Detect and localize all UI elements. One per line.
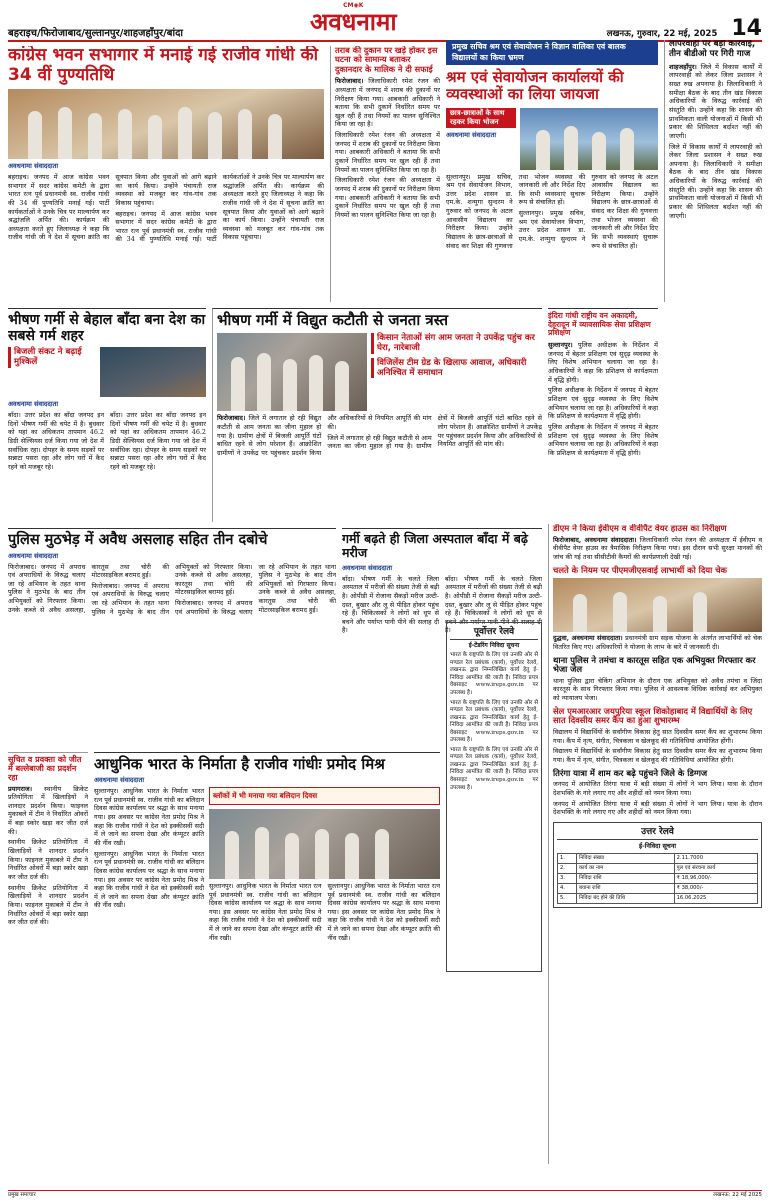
training-body [548, 341, 658, 457]
railway-notice [446, 622, 542, 972]
rajiv-story [94, 752, 440, 1162]
police-text-cont2: फिरोजाबाद। जनपद में अपराध एवं अपराधियों के विरुद्ध चलाए जा रहे अभियान के तहत थाना पुलिस ने मुठभेड़ के बाद तीन अभियुक्तों को गिरफ्तार किया। उनके कब्जे से अवैध असलहा, कारतूस तथा चोरी की मोटरसाइकिल बरामद हुई। [175, 562, 336, 616]
camp-text: विद्यालय में विद्यार्थियों के सर्वांगीण विकास हेतु सात दिवसीय समर कैंप का शुभारम्भ किया गया। कैंप में नृत्य, संगीत, चित्रकला व खेलकूद की गतिविधियां आयोजित होंगी। [553, 728, 762, 745]
tiranga-text-cont: जनपद में आयोजित तिरंगा यात्रा में बड़ी संख्या में लोगों ने भाग लिया। यात्रा के दौरान देशभक्ति के नारे लगाए गए और शहीदों को नमन किया गया। [553, 799, 762, 817]
rajiv-byline: अवधनामा संवाददाता [94, 776, 145, 785]
right-top-story [664, 40, 762, 302]
rajiv-quote: ब्लॉकों में भी मनाया गया बलिदान दिवस [209, 787, 440, 805]
police-text-cont: फिरोजाबाद। जनपद में अपराध एवं अपराधियों के विरुद्ध चलाए जा रहे अभियान के तहत थाना पुलिस ने मुठभेड़ के बाद तीन अभियुक्तों को गिरफ्तार किया। उनके कब्जे से अवैध असलहा, कारतूस तथा चोरी की मोटरसाइकिल बरामद हुई। [91, 562, 253, 616]
featured-text: सुल्तानपुर। प्रमुख सचिव, श्रम एवं सेवायोजन विभाग, उत्तर प्रदेश शासन डा. एम.के. शन्मुगा सुन्दरम ने गुरुवार को जनपद के अटल आवासीय विद्यालय का निरीक्षण किया। उन्होंने विद्यालय के छात्र-छात्राओं से संवाद कर शिक्षा की गुणवत्ता तथा भोजन व्यवस्था की जानकारी ली और निर्देश दिए कि सभी व्यवस्थाएं सुचारू रूप से संचालित हों। [446, 172, 586, 250]
arrest-body [553, 677, 762, 703]
cricket-text-cont2: स्थानीय क्रिकेट प्रतियोगिता में खिलाड़ियों ने शानदार प्रदर्शन किया। फाइनल मुकाबले में टीम ने निर्धारित ओवरों में बड़ा स्कोर खड़ा कर जीत दर्ज की। [8, 883, 88, 927]
tender-box [553, 822, 762, 908]
power-photo [217, 333, 367, 411]
tender-cell: 2.11.7000 [674, 853, 757, 863]
story-liquor-body [335, 77, 440, 219]
story-liquor-text: जिलाधिकारी रमेश रंजन की अध्यक्षता में जनपद में शराब की दुकानों पर निरीक्षण किया गया। आबकारी अधिकारी ने बताया कि सभी दुकानें निर्धारित समय पर खुल रही हैं तथा नियमों का पालन सुनिश्चित किया जा रहा है। [335, 77, 440, 129]
training-text-cont: पुलिस अधीक्षक के निर्देशन में जनपद में बेहतर प्रशिक्षण एवं सुदृढ़ व्यवस्था के लिए विशेष अभियान चलाया जा रहा है। अधिकारियों ने कहा कि प्रशिक्षण से कार्यक्षमता में वृद्धि होगी। [548, 386, 658, 421]
featured-photo [520, 108, 658, 170]
railway-subtitle: ई-टेंडरिंग निविदा सूचना [468, 642, 520, 650]
hospital-text-cont: बाँदा। भीषण गर्मी के चलते जिला अस्पताल में मरीजों की संख्या तेजी से बढ़ी है। ओपीडी में रोजाना सैकड़ों मरीज उल्टी-दस्त, बुखार और लू से पीड़ित होकर पहुंच रहे हैं। चिकित्सकों ने लोगों को धूप से बचने और पर्याप्त पानी पीने की सलाह दी है। [445, 574, 542, 635]
railway-body [450, 652, 538, 792]
right-top-body [669, 63, 762, 221]
police-headline: पुलिस मुठभेड़ में अवैध असलाह सहित तीन दबोचे [8, 532, 268, 548]
rajiv-text-cont3: सुल्तानपुर। आधुनिक भारत के निर्माता भारत रत्न पूर्व प्रधानमंत्री स्व. राजीव गांधी का बलिदान दिवस कांग्रेस कार्यालय पर श्रद्धा के साथ मनाया गया। इस अवसर पर कांग्रेस नेता प्रमोद मिश्र ने कहा कि राजीव गांधी ने देश को इक्कीसवीं सदी में ले जाने का सपना देखा और कंप्यूटर क्रांति की नींव रखी। [327, 881, 440, 942]
tender-cell: कार्य का नाम [577, 863, 675, 873]
story-liquor [330, 46, 440, 302]
tender-cell: 3. [558, 873, 577, 883]
cricket-headline: सूचित व प्रवक्ता को जीत में बल्लेबाजी का प्रदर्शन रहा [8, 755, 82, 783]
police-story [8, 528, 336, 750]
right-top-text-cont: जिले में विकास कार्यों में लापरवाही को लेकर जिला प्रशासन ने सख्त रुख अपनाया है। जिलाधिकारी ने समीक्षा बैठक के बाद तीन खंड विकास अधिकारियों के विरुद्ध कार्रवाई की संस्तुति की। उन्होंने कहा कि शासन की प्राथमिकता वाली योजनाओं में किसी भी प्रकार की शिथिलता बर्दाश्त नहीं की जाएगी। [669, 142, 762, 220]
tender-cell: निविदा राशि [577, 873, 675, 883]
lead-story [8, 46, 324, 302]
power-headline: भीषण गर्मी में विद्युत कटौती से जनता त्रस्त [217, 311, 449, 329]
police-byline: अवधनामा संवाददाता [8, 551, 59, 560]
masthead-title: अवधनामा [310, 8, 397, 37]
heat-text: बाँदा। उत्तर प्रदेश का बाँदा जनपद इन दिनों भीषण गर्मी की चपेट में है। बुधवार को यहां का अधिकतम तापमान 46.2 डिग्री सेल्सियस दर्ज किया गया जो देश में सर्वाधिक रहा। दोपहर के समय सड़कों पर सन्नाटा पसरा रहा और लोग घरों में कैद रहने को मजबूर रहे। [8, 411, 104, 471]
tiranga-text: जनपद में आयोजित तिरंगा यात्रा में बड़ी संख्या में लोगों ने भाग लिया। यात्रा के दौरान देशभक्ति के नारे लगाए गए और शहीदों को नमन किया गया। [553, 780, 762, 797]
training-headline: इंदिरा गांधी राष्ट्रीय वन अकादमी, देहरादून में व्यावसायिक सेवा प्रशिक्षण प्रशिक्षण [548, 311, 651, 338]
story-liquor-headline: तराब की दुकान पर खड़े होकर इस घटना को सामान्य बताकर दुकानदार के मालिक ने दी सफाई [335, 46, 438, 74]
railway-text-cont2: भारत के राष्ट्रपति के लिए एवं उनकी ओर से मण्डल रेल प्रबंधक (कार्य), पूर्वोत्तर रेलवे, लखनऊ द्वारा निम्नलिखित कार्य हेतु ई-निविदा आमंत्रित की जाती है। निविदा प्रपत्र वेबसाइट www.ireps.gov.in पर उपलब्ध है। [450, 746, 538, 791]
tiranga-headline: तिरंगा यात्रा में शाम कर बढ़े पहुंचने जिले के डिग्गज [553, 767, 708, 778]
tender-cell: निविदा बंद होने की तिथि [577, 893, 675, 903]
page-number: 14 [731, 16, 762, 41]
training-byline: सुल्तानपुर। [548, 341, 573, 350]
right-top-byline: शाहजहाँपुर। [669, 62, 697, 71]
cheque-text: प्रधानमंत्री ग्राम सड़क योजना के अंतर्गत लाभार्थियों को चेक वितरित किए गए। अधिकारियों ने योजना के लाभ के बारे में जानकारी दी। [553, 634, 762, 651]
evm-body [553, 536, 762, 562]
right-column [548, 524, 762, 1164]
featured-tag: छात्र-छात्राओं के साथ रहकर किया भोजन [446, 108, 516, 129]
tender-row [558, 863, 758, 873]
cricket-text-cont: स्थानीय क्रिकेट प्रतियोगिता में खिलाड़ियों ने शानदार प्रदर्शन किया। फाइनल मुकाबले में टीम ने निर्धारित ओवरों में बड़ा स्कोर खड़ा कर जीत दर्ज की। [8, 838, 88, 881]
cheque-photo [553, 578, 762, 632]
masthead [310, 2, 397, 37]
power-tag-1: किसान नेताओं संग आम जनता ने उपकेंद्र पहुंच कर घेरा, नारेबाजी [371, 333, 542, 353]
power-byline: फिरोजाबाद। [217, 414, 246, 423]
tender-row [558, 853, 758, 863]
lead-body [8, 173, 324, 244]
featured-banner: प्रमुख सचिव श्रम एवं सेवायोजन ने विज्ञान वालिका एवं बालक विद्यालयों का किया भ्रमण [446, 40, 658, 65]
rajiv-text-cont: सुल्तानपुर। आधुनिक भारत के निर्माता भारत रत्न पूर्व प्रधानमंत्री स्व. राजीव गांधी का बलिदान दिवस कांग्रेस कार्यालय पर श्रद्धा के साथ मनाया गया। इस अवसर पर कांग्रेस नेता प्रमोद मिश्र ने कहा कि राजीव गांधी ने देश को इक्कीसवीं सदी में ले जाने का सपना देखा और कंप्यूटर क्रांति की नींव रखी। [94, 849, 204, 910]
heat-kicker: बिजली संकट ने बढ़ाई मुश्किलें [8, 347, 96, 367]
rajiv-text-cont2: सुल्तानपुर। आधुनिक भारत के निर्माता भारत रत्न पूर्व प्रधानमंत्री स्व. राजीव गांधी का बलिदान दिवस कांग्रेस कार्यालय पर श्रद्धा के साथ मनाया गया। इस अवसर पर कांग्रेस नेता प्रमोद मिश्र ने कहा कि राजीव गांधी ने देश को इक्कीसवीं सदी में ले जाने का सपना देखा और कंप्यूटर क्रांति की नींव रखी। [209, 881, 322, 942]
cricket-body [8, 785, 88, 927]
heat-byline: अवधनामा संवाददाता [8, 400, 59, 409]
cheque-headline: चलते के नियम पर पीएमजीएसवाई लाभार्थी को दिया चेक [553, 564, 727, 575]
evm-text: जिलाधिकारी रमेश रंजन की अध्यक्षता में ईवीएम व वीवीपैट वेयर हाउस का त्रैमासिक निरीक्षण किया गया। इस दौरान सभी सुरक्षा मानकों की जांच की गई तथा सीसीटीवी कैमरों की कार्यप्रणाली देखी गई। [553, 535, 762, 561]
tender-cell: 2. [558, 863, 577, 873]
railway-text: भारत के राष्ट्रपति के लिए एवं उनकी ओर से मण्डल रेल प्रबंधक (कार्य), पूर्वोत्तर रेलवे, लखनऊ द्वारा निम्नलिखित कार्य हेतु ई-निविदा आमंत्रित की जाती है। निविदा प्रपत्र वेबसाइट www.ireps.gov.in पर उपलब्ध है। [450, 652, 538, 696]
police-text: फिरोजाबाद। जनपद में अपराध एवं अपराधियों के विरुद्ध चलाए जा रहे अभियान के तहत थाना पुलिस ने मुठभेड़ के बाद तीन अभियुक्तों को गिरफ्तार किया। उनके कब्जे से अवैध असलहा, कारतूस तथा चोरी की मोटरसाइकिल बरामद हुई। [8, 562, 169, 614]
heat-headline: भीषण गर्मी से बेहाल बाँदा बना देश का सबसे गर्म शहर [8, 312, 206, 345]
camp-text-cont: विद्यालय में विद्यार्थियों के सर्वांगीण विकास हेतु सात दिवसीय समर कैंप का शुभारम्भ किया गया। कैंप में नृत्य, संगीत, चित्रकला व खेलकूद की गतिविधियां आयोजित होंगी। [553, 747, 762, 764]
camp-headline: सेल एमआरआर जयपुरिया स्कूल शिकोहाबाद में विद्यार्थियों के लिए सात दिवसीय समर कैंप का हुआ शुभारम्भ [553, 705, 753, 726]
lead-photo [8, 89, 324, 159]
training-text-cont2: पुलिस अधीक्षक के निर्देशन में जनपद में बेहतर प्रशिक्षण एवं सुदृढ़ व्यवस्था के लिए विशेष अभियान चलाया जा रहा है। अधिकारियों ने कहा कि प्रशिक्षण से कार्यक्षमता में वृद्धि होगी। [548, 422, 658, 457]
cricket-byline: प्रयागराज। [8, 784, 33, 793]
rajiv-headline: आधुनिक भारत के निर्माता है राजीव गांधीः प्रमोद मिश्र [94, 755, 385, 773]
right-top-text: जिले में विकास कार्यों में लापरवाही को लेकर जिला प्रशासन ने सख्त रुख अपनाया है। जिलाधिकारी ने समीक्षा बैठक के बाद तीन खंड विकास अधिकारियों के विरुद्ध कार्रवाई की संस्तुति की। उन्होंने कहा कि शासन की प्राथमिकता वाली योजनाओं में किसी भी प्रकार की शिथिलता बर्दाश्त नहीं की जाएगी। [669, 62, 762, 140]
power-text-cont: जिले में लगातार हो रही विद्युत कटौती से आम जनता का जीना मुहाल हो गया है। ग्रामीण क्षेत्रों में बिजली आपूर्ति घंटों बाधित रहने से लोग परेशान हैं। आक्रोशित ग्रामीणों ने उपकेंद्र पर पहुंचकर प्रदर्शन किया और अधिकारियों से नियमित आपूर्ति की मांग की। [327, 414, 542, 451]
rajiv-text: सुल्तानपुर। आधुनिक भारत के निर्माता भारत रत्न पूर्व प्रधानमंत्री स्व. राजीव गांधी का बलिदान दिवस कांग्रेस कार्यालय पर श्रद्धा के साथ मनाया गया। इस अवसर पर कांग्रेस नेता प्रमोद मिश्र ने कहा कि राजीव गांधी ने देश को इक्कीसवीं सदी में ले जाने का सपना देखा और कंप्यूटर क्रांति की नींव रखी। [94, 787, 204, 847]
heat-text-cont: बाँदा। उत्तर प्रदेश का बाँदा जनपद इन दिनों भीषण गर्मी की चपेट में है। बुधवार को यहां का अधिकतम तापमान 46.2 डिग्री सेल्सियस दर्ज किया गया जो देश में सर्वाधिक रहा। दोपहर के समय सड़कों पर सन्नाटा पसरा रहा और लोग घरों में कैद रहने को मजबूर रहे। [110, 411, 206, 471]
tender-cell: बयाना राशि [577, 883, 675, 893]
tender-row [558, 893, 758, 903]
tender-cell: ₹ 18,96,000/- [674, 873, 757, 883]
cricket-text: स्थानीय क्रिकेट प्रतियोगिता में खिलाड़ियों ने शानदार प्रदर्शन किया। फाइनल मुकाबले में टीम ने निर्धारित ओवरों में बड़ा स्कोर खड़ा कर जीत दर्ज की। [8, 784, 88, 836]
tender-title: उत्तर रेलवे [557, 826, 758, 840]
featured-byline: अवधनामा संवाददाता [446, 131, 497, 140]
tender-subtitle: ई-निविदा सूचना [638, 841, 677, 850]
rajiv-body-left [94, 787, 204, 944]
page-footer [8, 1190, 762, 1198]
tender-cell: 16.06.2025 [674, 893, 757, 903]
tender-cell: 5. [558, 893, 577, 903]
power-text: जिले में लगातार हो रही विद्युत कटौती से आम जनता का जीना मुहाल हो गया है। ग्रामीण क्षेत्रों में बिजली आपूर्ति घंटों बाधित रहने से लोग परेशान हैं। आक्रोशित ग्रामीणों ने उपकेंद्र पर पहुंचकर प्रदर्शन किया और अधिकारियों से नियमित आपूर्ति की मांग की। [217, 414, 432, 457]
color-mark: CM◉K [343, 2, 364, 9]
story-liquor-text-cont: जिलाधिकारी रमेश रंजन की अध्यक्षता में जनपद में शराब की दुकानों पर निरीक्षण किया गया। आबकारी अधिकारी ने बताया कि सभी दुकानें निर्धारित समय पर खुल रही हैं तथा नियमों का पालन सुनिश्चित किया जा रहा है। [335, 131, 440, 174]
tender-cell: पुल एवं संरचना कार्य [674, 863, 757, 873]
tender-cell: ₹ 38,000/- [674, 883, 757, 893]
tender-table [557, 853, 758, 904]
railway-title: पूर्वोत्तर रेलवे [450, 626, 538, 640]
power-story [212, 308, 542, 522]
hospital-text: बाँदा। भीषण गर्मी के चलते जिला अस्पताल में मरीजों की संख्या तेजी से बढ़ी है। ओपीडी में रोजाना सैकड़ों मरीज उल्टी-दस्त, बुखार और लू से पीड़ित होकर पहुंच रहे हैं। चिकित्सकों ने लोगों को धूप से बचने और पर्याप्त पानी पीने की सलाह दी है। [342, 574, 439, 635]
tender-cell: 1. [558, 853, 577, 863]
arrest-headline: थाना पुलिस ने तमंचा व कारतूस सहित एक अभियुक्त गिरफ्तार कर भेजा जेल [553, 654, 756, 675]
story-liquor-text-cont2: जिलाधिकारी रमेश रंजन की अध्यक्षता में जनपद में शराब की दुकानों पर निरीक्षण किया गया। आबकारी अधिकारी ने बताया कि सभी दुकानें निर्धारित समय पर खुल रही हैं तथा नियमों का पालन सुनिश्चित किया जा रहा है। [335, 176, 440, 219]
tender-row [558, 883, 758, 893]
cheque-byline: दुद्धवा, अवधनामा संवाददाता। [553, 634, 623, 643]
footer-right: लखनऊ: 22 मई 2025 [713, 1192, 762, 1198]
tender-cell: 4. [558, 883, 577, 893]
heat-story [8, 308, 206, 522]
arrest-text: थाना पुलिस द्वारा चेकिंग अभियान के दौरान एक अभियुक्त को अवैध तमंचा व जिंदा कारतूस के साथ गिरफ्तार किया गया। पुलिस ने आवश्यक विधिक कार्रवाई कर अभियुक्त को न्यायालय भेजा। [553, 676, 762, 703]
power-tag-2: विजिलेंस टीम ग्रेड के खिलाफ आवाज, अधिकारी अनिश्चित में समाधान [371, 358, 542, 378]
story-liquor-byline: फिरोजाबाद। [335, 77, 364, 86]
rajiv-photo [209, 809, 440, 879]
lead-text: बहराइच। जनपद में आज कांग्रेस भवन सभागार में सदर कांग्रेस कमेटी के द्वारा भारत रत्न पूर्व प्रधानमंत्री स्व. राजीव गांधी की 34 वीं पुण्यतिथि मनाई गई। पार्टी कार्यकर्ताओं ने उनके चित्र पर माल्यार्पण कर श्रद्धांजलि अर्पित की। कार्यक्रम की अध्यक्षता करते हुए जिलाध्यक्ष ने कहा कि राजीव गांधी जी ने देश में सूचना क्रांति का सूत्रपात किया और युवाओं को आगे बढ़ाने का कार्य किया। उन्होंने पंचायती राज व्यवस्था को मजबूत कर गांव-गांव तक विकास पहुंचाया। [8, 172, 217, 242]
lead-headline: कांग्रेस भवन सभागार में मनाई गई राजीव गांधी की 34 वीं पुण्यतिथि [8, 46, 319, 85]
hospital-headline: गर्मी बढ़ते ही जिला अस्पताल बाँदा में बढ़े मरीज [342, 531, 528, 561]
dateline: लखनऊ, गुरुवार, 22 मई, 2025 [606, 28, 718, 39]
tiranga-body [553, 780, 762, 817]
lead-text-cont: बहराइच। जनपद में आज कांग्रेस भवन सभागार में सदर कांग्रेस कमेटी के द्वारा भारत रत्न पूर्व प्रधानमंत्री स्व. राजीव गांधी की 34 वीं पुण्यतिथि मनाई गई। पार्टी कार्यकर्ताओं ने उनके चित्र पर माल्यार्पण कर श्रद्धांजलि अर्पित की। कार्यक्रम की अध्यक्षता करते हुए जिलाध्यक्ष ने कहा कि राजीव गांधी जी ने देश में सूचना क्रांति का सूत्रपात किया और युवाओं को आगे बढ़ाने का कार्य किया। उन्होंने पंचायती राज व्यवस्था को मजबूत कर गांव-गांव तक विकास पहुंचाया। [115, 172, 324, 244]
cheque-body [553, 634, 762, 651]
training-story [548, 308, 658, 522]
right-top-headline: लापरवाही पर बड़ी कार्रवाई, तीन बीडीओ पर गिरी गाज [669, 40, 756, 59]
featured-text-cont: सुल्तानपुर। प्रमुख सचिव, श्रम एवं सेवायोजन विभाग, उत्तर प्रदेश शासन डा. एम.के. शन्मुगा सुन्दरम ने गुरुवार को जनपद के अटल आवासीय विद्यालय का निरीक्षण किया। उन्होंने विद्यालय के छात्र-छात्राओं से संवाद कर शिक्षा की गुणवत्ता तथा भोजन व्यवस्था की जानकारी ली और निर्देश दिए कि सभी व्यवस्थाएं सुचारू रूप से संचालित हों। [518, 172, 658, 250]
lead-byline: अवधनामा संवाददाता [8, 162, 59, 171]
footer-left: प्रमुख समाचार [8, 1192, 36, 1198]
heat-photo [100, 347, 206, 397]
featured-story [446, 40, 658, 302]
training-text: पुलिस अधीक्षक के निर्देशन में जनपद में बेहतर प्रशिक्षण एवं सुदृढ़ व्यवस्था के लिए विशेष अभियान चलाया जा रहा है। अधिकारियों ने कहा कि प्रशिक्षण से कार्यक्षमता में वृद्धि होगी। [548, 341, 658, 384]
featured-headline: श्रम एवं सेवायोजन कार्यालयों की व्यवस्थाओं का लिया जायजा [446, 68, 624, 104]
heat-body [8, 411, 206, 473]
cricket-story [8, 752, 88, 1162]
police-body [8, 563, 336, 617]
featured-body [446, 173, 658, 251]
power-body [217, 414, 542, 457]
camp-body [553, 728, 762, 765]
evm-headline: डीएम ने किया ईवीएम व वीवीपैट वेयर हाउस का निरीक्षण [553, 524, 727, 533]
rajiv-body-right [209, 882, 440, 944]
railway-text-cont: भारत के राष्ट्रपति के लिए एवं उनकी ओर से मण्डल रेल प्रबंधक (कार्य), पूर्वोत्तर रेलवे, लखनऊ द्वारा निम्नलिखित कार्य हेतु ई-निविदा आमंत्रित की जाती है। निविदा प्रपत्र वेबसाइट www.ireps.gov.in पर उपलब्ध है। [450, 699, 538, 744]
evm-byline: फिरोजाबाद, अवधनामा संवाददाता। [553, 535, 637, 544]
edition-line: बहराइच/फिरोजाबाद/सुल्तानपुर/शाहजहाँपुर/बांदा [8, 27, 183, 39]
hospital-byline: अवधनामा संवाददाता [342, 563, 393, 572]
tender-cell: निविदा संख्या [577, 853, 675, 863]
tender-row [558, 873, 758, 883]
